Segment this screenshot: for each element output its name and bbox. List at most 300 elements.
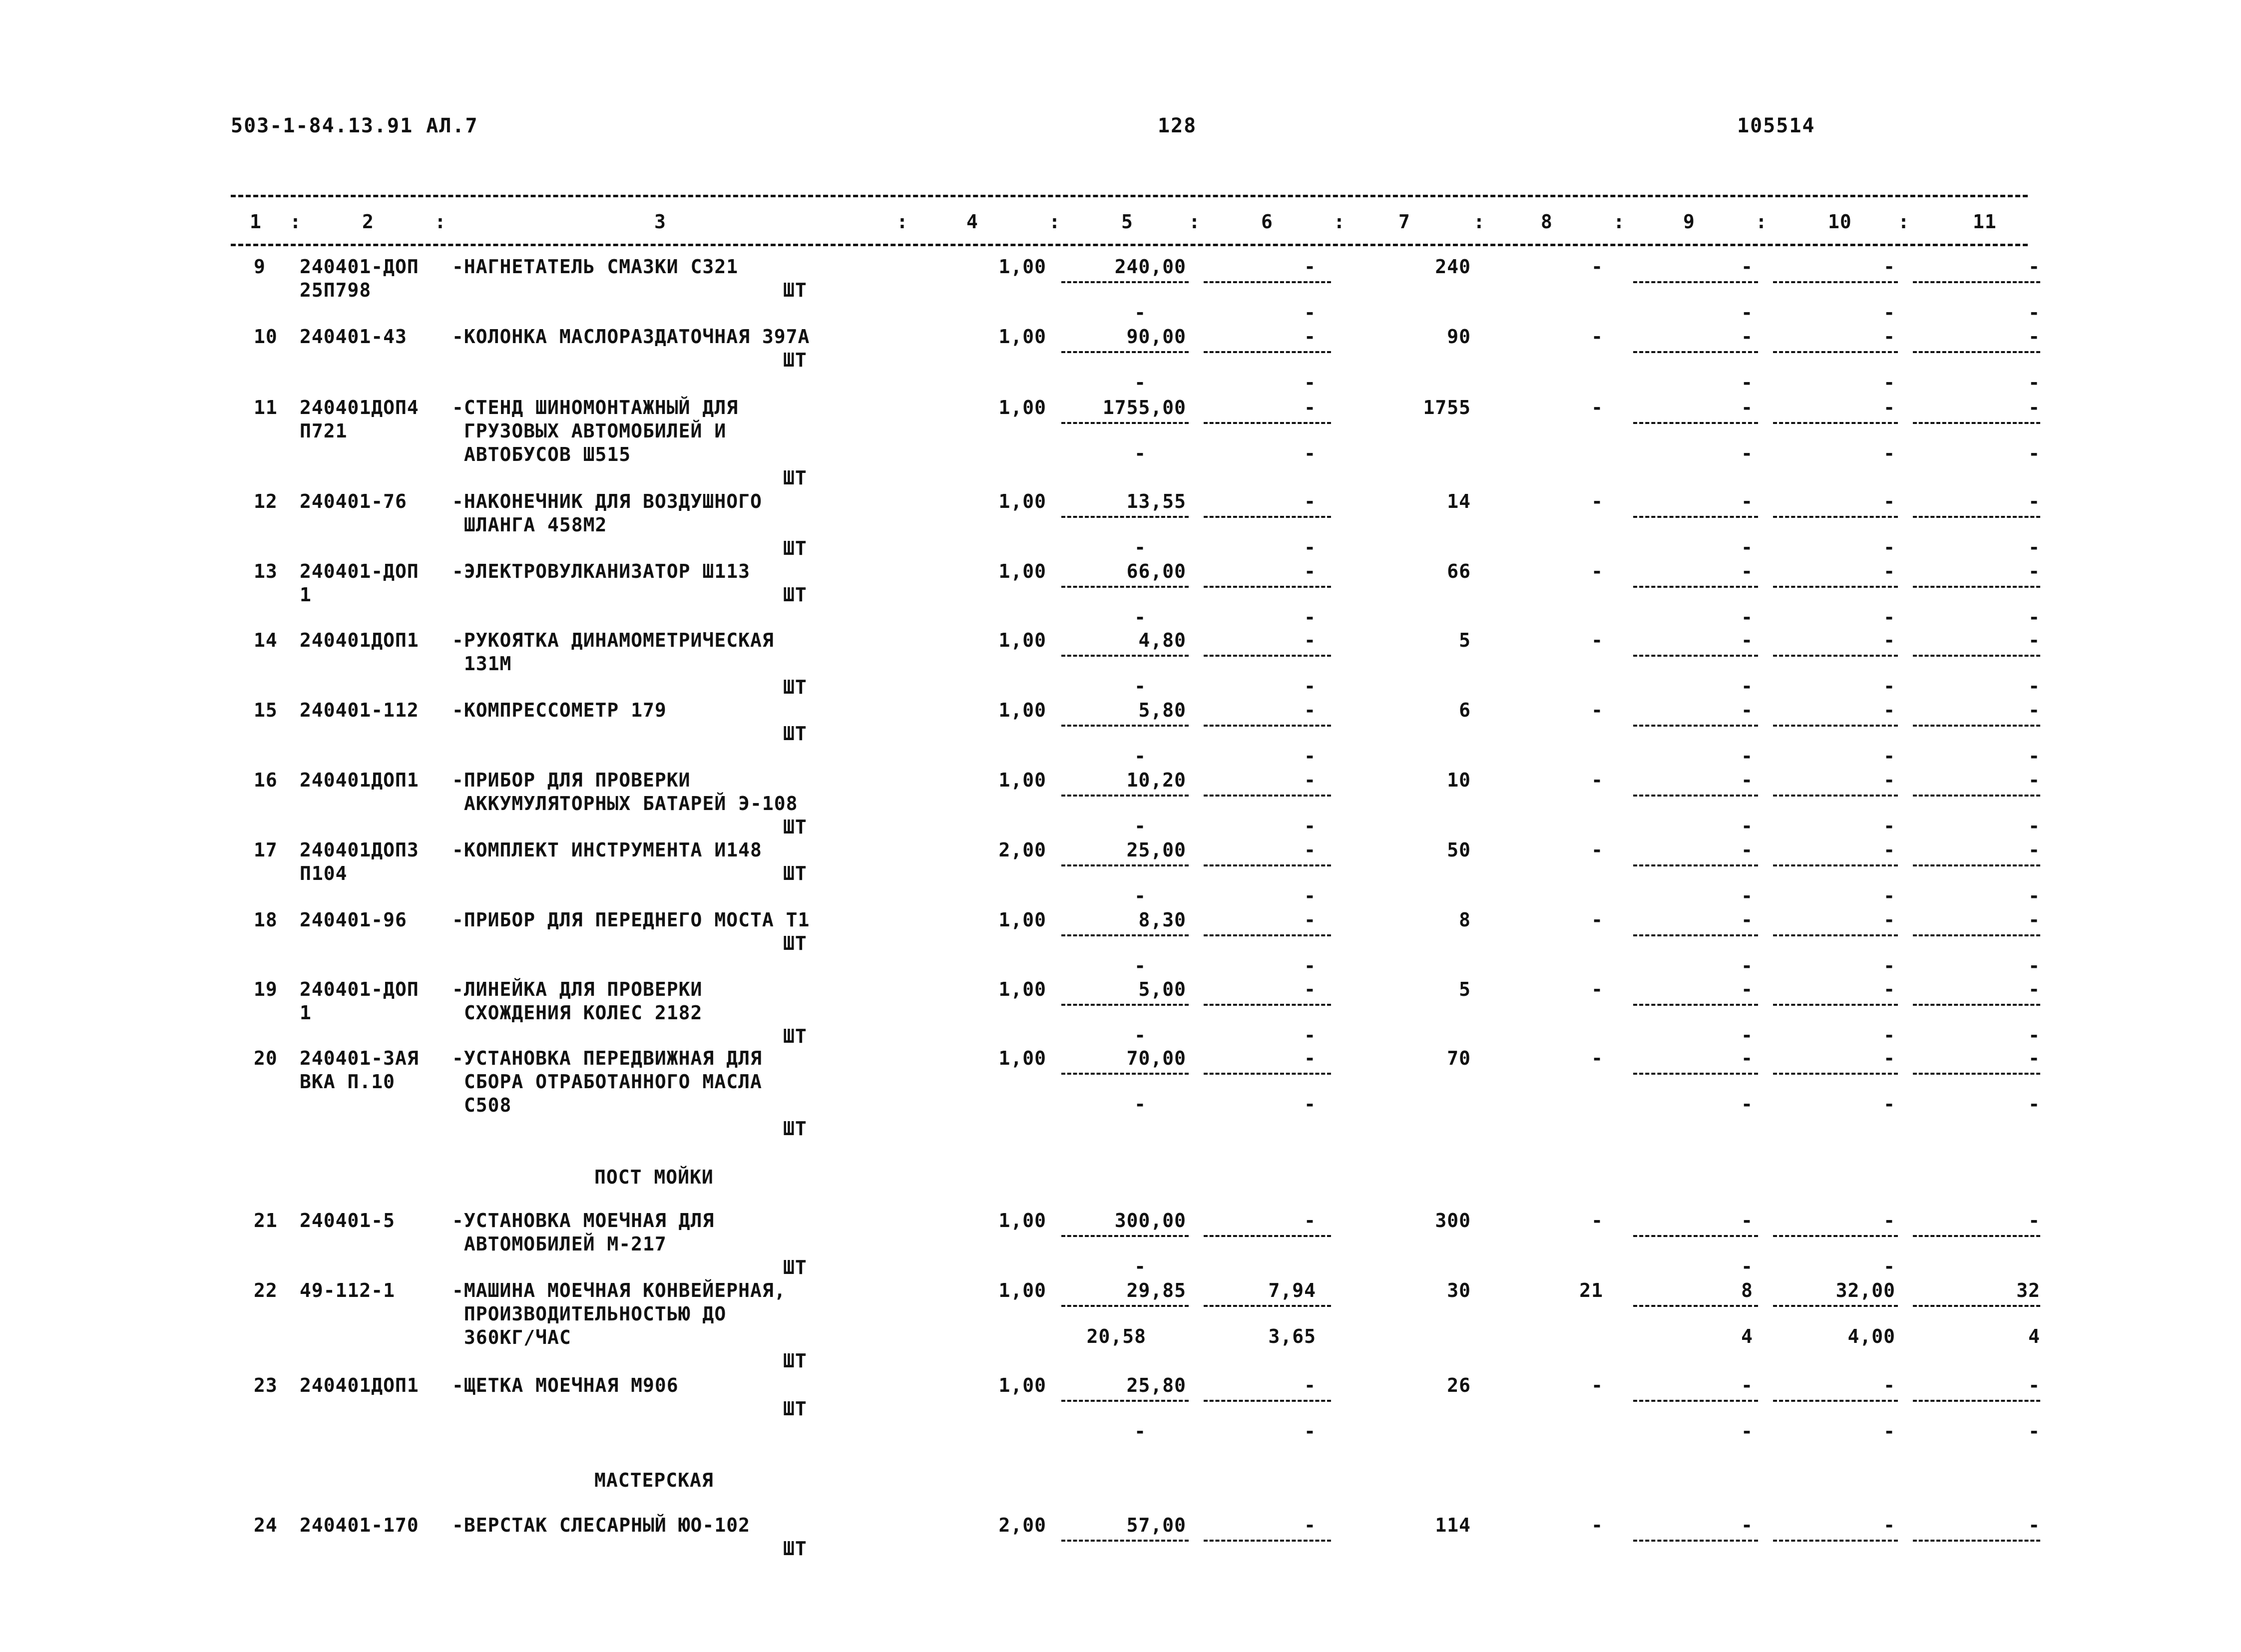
col9-value: - <box>1741 560 1753 582</box>
col10-value: - <box>1883 978 1895 1000</box>
row-underline <box>1204 422 1331 424</box>
item-code: 240401-ДОП <box>300 978 419 1000</box>
row-underline <box>1633 516 1758 518</box>
top-rule <box>231 195 2028 197</box>
row-underline <box>1913 864 2040 866</box>
row-underline <box>1633 422 1758 424</box>
col11-value: - <box>2028 769 2040 791</box>
row-underline <box>1061 351 1189 353</box>
col8-value: - <box>1591 769 1603 791</box>
item-code: 240401-76 <box>300 490 407 512</box>
unit-label: ШТ <box>783 584 807 606</box>
row-underline <box>1061 864 1189 866</box>
row-underline <box>1061 655 1189 657</box>
sub-col9: - <box>1741 885 1753 907</box>
item-name: ШЛАНГА 458М2 <box>452 514 607 536</box>
col11-value: - <box>2028 1374 2040 1396</box>
col11-value: 32 <box>2016 1279 2040 1301</box>
sub-col11: 4 <box>2028 1325 2040 1347</box>
row-underline <box>1061 795 1189 797</box>
row-number: 24 <box>254 1514 278 1536</box>
row-underline <box>1061 1004 1189 1006</box>
col8-value: - <box>1591 326 1603 348</box>
row-underline <box>1633 864 1758 866</box>
unit-label: ШТ <box>783 537 807 559</box>
col10-value: 32,00 <box>1835 1279 1895 1301</box>
row-underline <box>1633 1540 1758 1542</box>
sub-unit-price: - <box>1134 885 1146 907</box>
sub-col11: - <box>2028 745 2040 767</box>
item-name: -ЛИНЕЙКА ДЛЯ ПРОВЕРКИ <box>452 978 703 1000</box>
row-underline <box>1773 281 1898 283</box>
row-underline <box>1204 1400 1331 1402</box>
sub-col6: - <box>1304 885 1316 907</box>
total-cost: 30 <box>1447 1279 1471 1301</box>
column-header-3: 3 <box>654 211 666 233</box>
sub-col11: - <box>2028 885 2040 907</box>
row-underline <box>1773 1305 1898 1307</box>
sub-unit-price: - <box>1134 675 1146 697</box>
total-cost: 114 <box>1435 1514 1471 1536</box>
item-name: ПРОИЗВОДИТЕЛЬНОСТЬЮ ДО <box>452 1303 727 1325</box>
sub-unit-price: - <box>1134 372 1146 394</box>
item-code: 240401ДОП4 <box>300 397 419 418</box>
col8-value: - <box>1591 1210 1603 1232</box>
page-number: 128 <box>1158 114 1197 137</box>
item-name: 360КГ/ЧАС <box>452 1326 571 1348</box>
sub-col6: - <box>1304 675 1316 697</box>
col10-value: - <box>1883 1047 1895 1069</box>
col9-value: 8 <box>1741 1279 1753 1301</box>
total-cost: 10 <box>1447 769 1471 791</box>
sub-col10: - <box>1883 885 1895 907</box>
row-number: 19 <box>254 978 278 1000</box>
quantity: 2,00 <box>998 1514 1046 1536</box>
row-underline <box>1633 725 1758 727</box>
row-underline <box>1633 586 1758 588</box>
item-code: 240401-43 <box>300 326 407 348</box>
column-separator: : <box>1473 211 1485 233</box>
col8-value: - <box>1591 1514 1603 1536</box>
column-separator: : <box>1049 211 1061 233</box>
row-underline <box>1204 586 1331 588</box>
col8-value: - <box>1591 397 1603 418</box>
sub-col11: - <box>2028 536 2040 558</box>
col11-value: - <box>2028 1047 2040 1069</box>
row-number: 18 <box>254 909 278 931</box>
row-underline <box>1633 1305 1758 1307</box>
col9-value: - <box>1741 699 1753 721</box>
unit-price: 5,00 <box>1138 978 1186 1000</box>
row-underline <box>1773 516 1898 518</box>
sub-unit-price: - <box>1134 745 1146 767</box>
sub-col10: - <box>1883 1255 1895 1277</box>
row-underline <box>1633 1400 1758 1402</box>
quantity: 1,00 <box>998 978 1046 1000</box>
col9-value: - <box>1741 629 1753 651</box>
sub-col6: - <box>1304 442 1316 464</box>
col8-value: - <box>1591 256 1603 278</box>
col11-value: - <box>2028 560 2040 582</box>
item-name: -РУКОЯТКА ДИНАМОМЕТРИЧЕСКАЯ <box>452 629 774 651</box>
row-underline <box>1773 422 1898 424</box>
item-name: -НАГНЕТАТЕЛЬ СМАЗКИ С321 <box>452 256 739 278</box>
row-number: 16 <box>254 769 278 791</box>
col6-value: - <box>1304 629 1316 651</box>
col9-value: - <box>1741 1210 1753 1232</box>
column-header-1: 1 <box>250 211 262 233</box>
item-name: -ЭЛЕКТРОВУЛКАНИЗАТОР Ш113 <box>452 560 750 582</box>
sub-col9: - <box>1741 815 1753 837</box>
row-underline <box>1061 422 1189 424</box>
row-underline <box>1773 586 1898 588</box>
unit-price: 25,00 <box>1126 839 1186 861</box>
col10-value: - <box>1883 397 1895 418</box>
row-underline <box>1204 281 1331 283</box>
row-number: 15 <box>254 699 278 721</box>
col9-value: - <box>1741 909 1753 931</box>
doc-number: 105514 <box>1737 114 1815 137</box>
unit-price: 4,80 <box>1138 629 1186 651</box>
column-header-6: 6 <box>1261 211 1273 233</box>
col6-value: - <box>1304 699 1316 721</box>
col10-value: - <box>1883 1374 1895 1396</box>
col8-value: - <box>1591 629 1603 651</box>
column-separator: : <box>896 211 908 233</box>
row-underline <box>1061 281 1189 283</box>
row-underline <box>1061 586 1189 588</box>
row-underline <box>1773 1235 1898 1237</box>
row-underline <box>1204 1073 1331 1075</box>
column-separator: : <box>1613 211 1625 233</box>
row-underline <box>1204 1235 1331 1237</box>
unit-price: 300,00 <box>1114 1210 1186 1232</box>
column-separator: : <box>435 211 447 233</box>
row-underline <box>1773 1540 1898 1542</box>
unit-price: 66,00 <box>1126 560 1186 582</box>
row-underline <box>1913 725 2040 727</box>
row-underline <box>1633 795 1758 797</box>
col11-value: - <box>2028 839 2040 861</box>
unit-label: ШТ <box>783 1538 807 1560</box>
row-underline <box>1204 1305 1331 1307</box>
sub-col10: 4,00 <box>1847 1325 1895 1347</box>
col8-value: 21 <box>1579 1279 1603 1301</box>
sub-unit-price: - <box>1134 1093 1146 1115</box>
total-cost: 70 <box>1447 1047 1471 1069</box>
row-underline <box>1773 725 1898 727</box>
row-underline <box>1913 1073 2040 1075</box>
sub-col9: - <box>1741 1024 1753 1046</box>
row-underline <box>1204 516 1331 518</box>
unit-price: 240,00 <box>1114 256 1186 278</box>
col6-value: - <box>1304 839 1316 861</box>
sub-unit-price: - <box>1134 815 1146 837</box>
unit-price: 5,80 <box>1138 699 1186 721</box>
row-underline <box>1061 1540 1189 1542</box>
col10-value: - <box>1883 490 1895 512</box>
col11-value: - <box>2028 699 2040 721</box>
sub-unit-price: - <box>1134 442 1146 464</box>
row-number: 14 <box>254 629 278 651</box>
sub-col11: - <box>2028 1024 2040 1046</box>
col10-value: - <box>1883 629 1895 651</box>
sub-col9: - <box>1741 675 1753 697</box>
sub-col11: - <box>2028 1420 2040 1442</box>
item-name: АВТОБУСОВ Ш515 <box>452 443 631 465</box>
row-underline <box>1204 1540 1331 1542</box>
item-name: -ЩЕТКА МОЕЧНАЯ М906 <box>452 1374 679 1396</box>
row-underline <box>1061 1073 1189 1075</box>
row-underline <box>1913 1400 2040 1402</box>
col6-value: - <box>1304 256 1316 278</box>
column-header-11: 11 <box>1973 211 1997 233</box>
col11-value: - <box>2028 1514 2040 1536</box>
sub-col9: - <box>1741 955 1753 977</box>
sub-col9: - <box>1741 442 1753 464</box>
row-underline <box>1633 934 1758 936</box>
item-name: -УСТАНОВКА ПЕРЕДВИЖНАЯ ДЛЯ <box>452 1047 762 1069</box>
row-underline <box>1913 1004 2040 1006</box>
col9-value: - <box>1741 490 1753 512</box>
row-number: 13 <box>254 560 278 582</box>
col8-value: - <box>1591 978 1603 1000</box>
item-name: 131М <box>452 653 512 675</box>
row-underline <box>1913 1305 2040 1307</box>
row-underline <box>1061 1305 1189 1307</box>
col6-value: - <box>1304 326 1316 348</box>
row-underline <box>1204 864 1331 866</box>
quantity: 1,00 <box>998 629 1046 651</box>
total-cost: 26 <box>1447 1374 1471 1396</box>
row-number: 20 <box>254 1047 278 1069</box>
row-underline <box>1061 1235 1189 1237</box>
row-underline <box>1633 351 1758 353</box>
row-underline <box>1773 795 1898 797</box>
sub-col6: - <box>1304 815 1316 837</box>
unit-label: ШТ <box>783 1256 807 1278</box>
row-underline <box>1204 795 1331 797</box>
sub-col6: - <box>1304 955 1316 977</box>
unit-price: 57,00 <box>1126 1514 1186 1536</box>
col10-value: - <box>1883 839 1895 861</box>
col9-value: - <box>1741 397 1753 418</box>
item-name: СХОЖДЕНИЯ КОЛЕС 2182 <box>452 1002 703 1024</box>
unit-price: 8,30 <box>1138 909 1186 931</box>
unit-price: 10,20 <box>1126 769 1186 791</box>
total-cost: 50 <box>1447 839 1471 861</box>
sub-col6: - <box>1304 606 1316 628</box>
item-code: 240401-5 <box>300 1210 396 1232</box>
unit-label: ШТ <box>783 1398 807 1420</box>
sub-unit-price: - <box>1134 1255 1146 1277</box>
row-number: 23 <box>254 1374 278 1396</box>
quantity: 1,00 <box>998 1047 1046 1069</box>
col6-value: - <box>1304 1514 1316 1536</box>
row-underline <box>1633 1004 1758 1006</box>
row-underline <box>1773 934 1898 936</box>
unit-price: 70,00 <box>1126 1047 1186 1069</box>
sub-col10: - <box>1883 745 1895 767</box>
row-number: 11 <box>254 397 278 418</box>
row-underline <box>1913 351 2040 353</box>
item-name: -ВЕРСТАК СЛЕСАРНЫЙ ЮО-102 <box>452 1514 750 1536</box>
item-name: -СТЕНД ШИНОМОНТАЖНЫЙ ДЛЯ <box>452 397 739 418</box>
unit-price: 1755,00 <box>1102 397 1186 418</box>
col11-value: - <box>2028 256 2040 278</box>
unit-price: 29,85 <box>1126 1279 1186 1301</box>
section-title-washing-post: ПОСТ МОЙКИ <box>594 1166 714 1188</box>
quantity: 1,00 <box>998 699 1046 721</box>
unit-label: ШТ <box>783 1025 807 1047</box>
sub-col9: - <box>1741 536 1753 558</box>
row-underline <box>1913 795 2040 797</box>
sub-col11: - <box>2028 442 2040 464</box>
sub-col6: - <box>1304 1093 1316 1115</box>
sub-col10: - <box>1883 302 1895 324</box>
row-number: 17 <box>254 839 278 861</box>
col11-value: - <box>2028 909 2040 931</box>
sub-col6: - <box>1304 1420 1316 1442</box>
sub-col11: - <box>2028 675 2040 697</box>
item-name: -КОМПЛЕКТ ИНСТРУМЕНТА И148 <box>452 839 762 861</box>
sub-unit-price: - <box>1134 1420 1146 1442</box>
row-underline <box>1773 1004 1898 1006</box>
sub-unit-price: - <box>1134 302 1146 324</box>
sub-col10: - <box>1883 815 1895 837</box>
total-cost: 14 <box>1447 490 1471 512</box>
column-header-5: 5 <box>1121 211 1133 233</box>
quantity: 1,00 <box>998 1279 1046 1301</box>
sub-col10: - <box>1883 606 1895 628</box>
sub-col10: - <box>1883 1024 1895 1046</box>
unit-label: ШТ <box>783 932 807 954</box>
col8-value: - <box>1591 560 1603 582</box>
quantity: 1,00 <box>998 560 1046 582</box>
total-cost: 1755 <box>1423 397 1471 418</box>
col9-value: - <box>1741 1047 1753 1069</box>
item-code: 240401-96 <box>300 909 407 931</box>
row-underline <box>1913 1540 2040 1542</box>
row-number: 21 <box>254 1210 278 1232</box>
col10-value: - <box>1883 256 1895 278</box>
col6-value: - <box>1304 769 1316 791</box>
quantity: 1,00 <box>998 397 1046 418</box>
sub-col9: - <box>1741 302 1753 324</box>
item-code: ВКА П.10 <box>300 1071 396 1093</box>
column-separator: : <box>290 211 302 233</box>
row-number: 12 <box>254 490 278 512</box>
sub-unit-price: - <box>1134 955 1146 977</box>
sub-col11: - <box>2028 1093 2040 1115</box>
item-name: С508 <box>452 1094 512 1116</box>
col10-value: - <box>1883 326 1895 348</box>
unit-label: ШТ <box>783 467 807 489</box>
item-name: АККУМУЛЯТОРНЫХ БАТАРЕЙ Э-108 <box>452 793 798 815</box>
row-underline <box>1773 655 1898 657</box>
col8-value: - <box>1591 1047 1603 1069</box>
row-underline <box>1913 934 2040 936</box>
item-name: -УСТАНОВКА МОЕЧНАЯ ДЛЯ <box>452 1210 715 1232</box>
col9-value: - <box>1741 978 1753 1000</box>
row-underline <box>1773 1073 1898 1075</box>
sub-col11: - <box>2028 606 2040 628</box>
item-name: -КОМПРЕССОМЕТР 179 <box>452 699 667 721</box>
col11-value: - <box>2028 397 2040 418</box>
item-code: 240401-ДОП <box>300 560 419 582</box>
unit-price: 25,80 <box>1126 1374 1186 1396</box>
row-number: 9 <box>254 256 266 278</box>
col9-value: - <box>1741 1374 1753 1396</box>
col11-value: - <box>2028 326 2040 348</box>
row-underline <box>1913 586 2040 588</box>
row-underline <box>1913 422 2040 424</box>
col10-value: - <box>1883 560 1895 582</box>
item-code: 240401ДОП1 <box>300 629 419 651</box>
item-name: -ПРИБОР ДЛЯ ПРОВЕРКИ <box>452 769 691 791</box>
item-code: 240401ДОП1 <box>300 1374 419 1396</box>
row-underline <box>1061 516 1189 518</box>
unit-price: 90,00 <box>1126 326 1186 348</box>
row-underline <box>1061 934 1189 936</box>
quantity: 1,00 <box>998 1374 1046 1396</box>
sub-col10: - <box>1883 675 1895 697</box>
sub-unit-price: - <box>1134 606 1146 628</box>
item-code: 240401-170 <box>300 1514 419 1536</box>
sub-col9: 4 <box>1741 1325 1753 1347</box>
sub-col11: - <box>2028 372 2040 394</box>
total-cost: 6 <box>1459 699 1471 721</box>
unit-label: ШТ <box>783 862 807 884</box>
col6-value: - <box>1304 490 1316 512</box>
item-code: 49-112-1 <box>300 1279 396 1301</box>
row-underline <box>1633 1235 1758 1237</box>
item-code: 1 <box>300 584 312 606</box>
col10-value: - <box>1883 1210 1895 1232</box>
sub-col11: - <box>2028 815 2040 837</box>
doc-code: 503-1-84.13.91 АЛ.7 <box>231 114 478 137</box>
col6-value: - <box>1304 1210 1316 1232</box>
sub-unit-price: - <box>1134 536 1146 558</box>
row-underline <box>1773 351 1898 353</box>
sub-col9: - <box>1741 372 1753 394</box>
col8-value: - <box>1591 1374 1603 1396</box>
col9-value: - <box>1741 1514 1753 1536</box>
sub-col9: - <box>1741 745 1753 767</box>
column-header-4: 4 <box>966 211 978 233</box>
col9-value: - <box>1741 326 1753 348</box>
column-header-10: 10 <box>1828 211 1852 233</box>
item-code: 240401-ДОП <box>300 256 419 278</box>
item-name: СБОРА ОТРАБОТАННОГО МАСЛА <box>452 1071 762 1093</box>
sub-col11: - <box>2028 302 2040 324</box>
total-cost: 5 <box>1459 629 1471 651</box>
sub-col10: - <box>1883 1420 1895 1442</box>
col8-value: - <box>1591 839 1603 861</box>
row-underline <box>1913 655 2040 657</box>
sub-col9: - <box>1741 1420 1753 1442</box>
quantity: 1,00 <box>998 490 1046 512</box>
item-name: ГРУЗОВЫХ АВТОМОБИЛЕЙ И <box>452 420 727 442</box>
row-underline <box>1204 655 1331 657</box>
row-underline <box>1204 725 1331 727</box>
quantity: 1,00 <box>998 1210 1046 1232</box>
unit-label: ШТ <box>783 349 807 371</box>
row-underline <box>1773 1400 1898 1402</box>
item-code: П104 <box>300 862 348 884</box>
item-code: 240401-ЗАЯ <box>300 1047 419 1069</box>
col11-value: - <box>2028 1210 2040 1232</box>
